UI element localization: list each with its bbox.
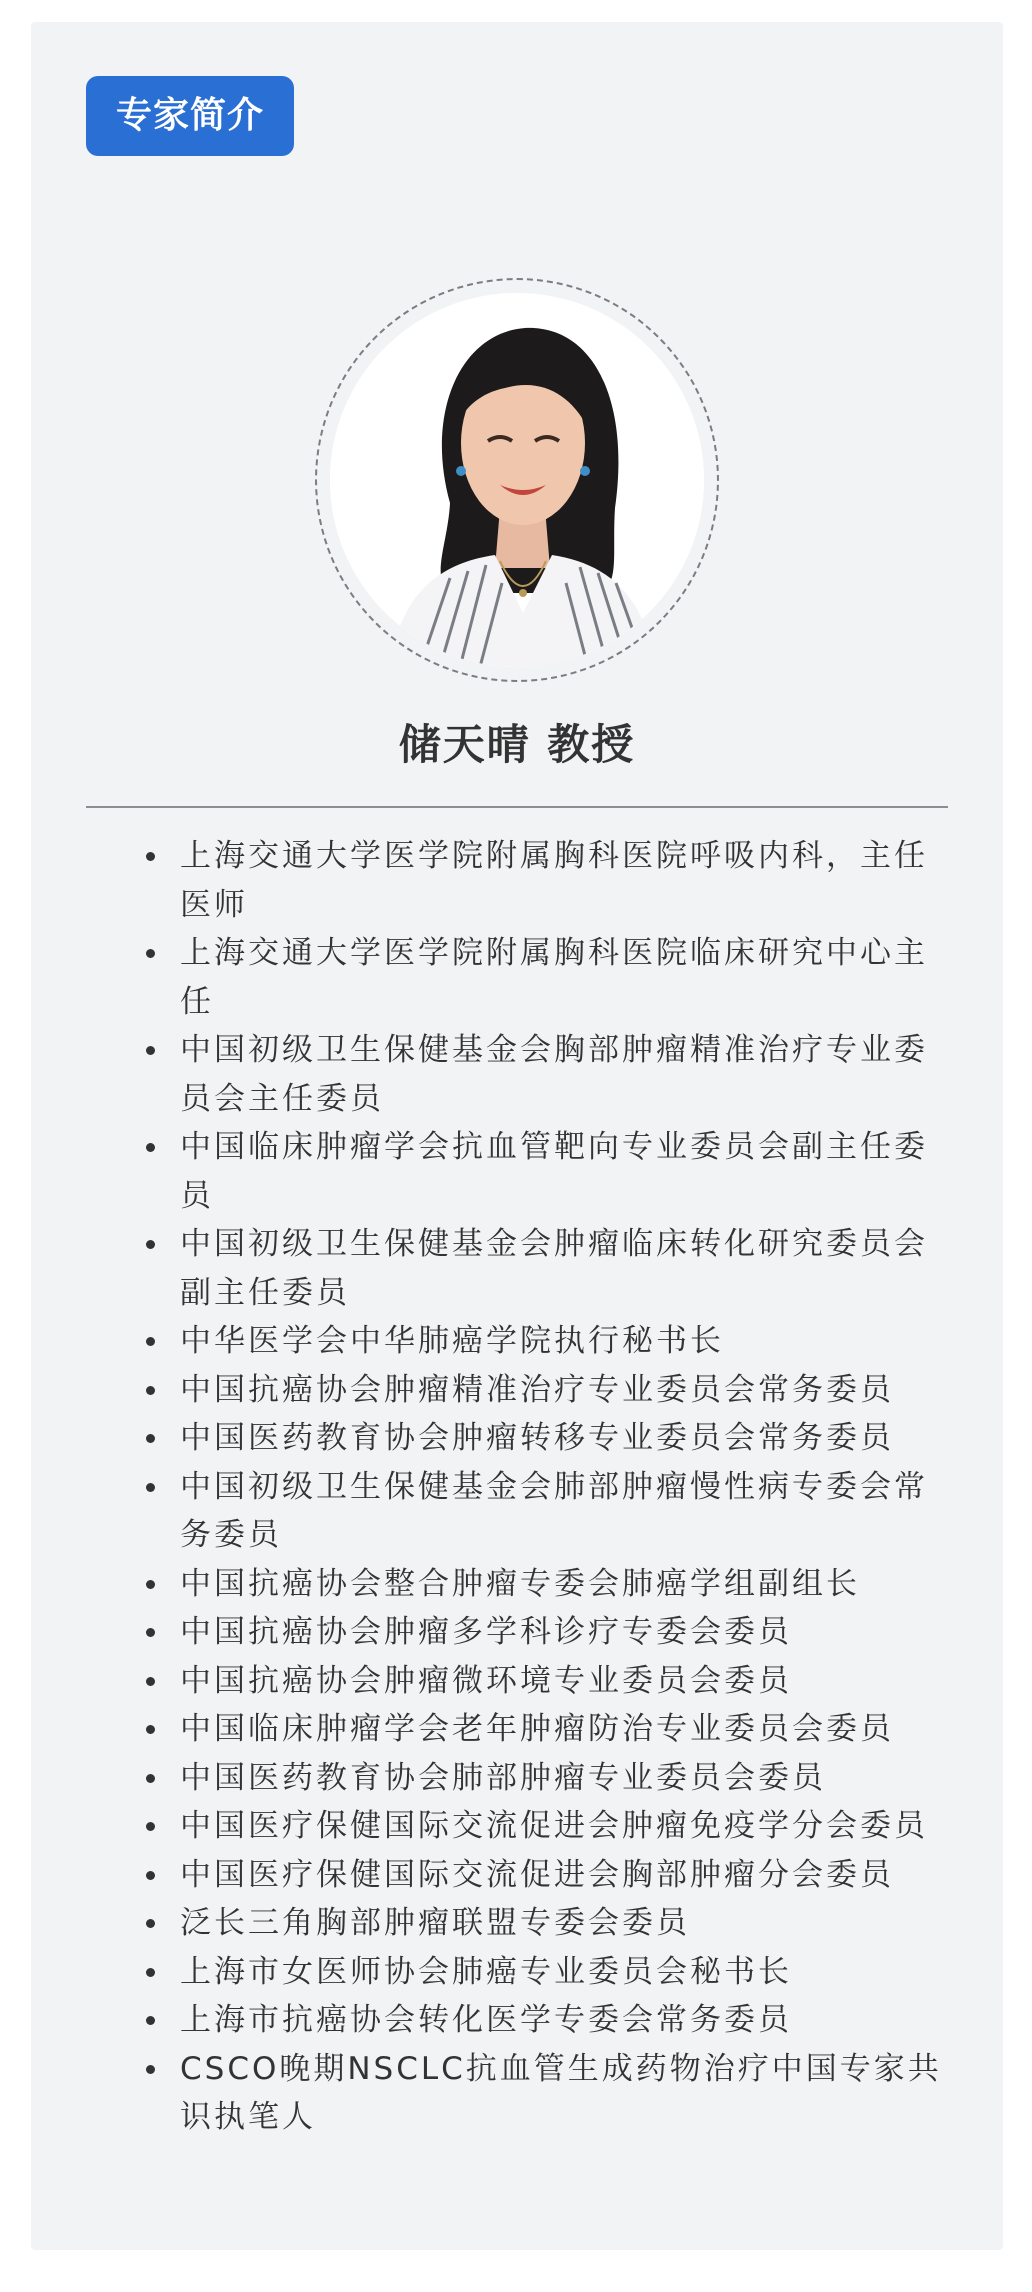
expert-profile-card bbox=[31, 22, 1003, 2250]
portrait-illustration bbox=[330, 293, 704, 667]
credential-list bbox=[140, 832, 960, 2142]
credential-item: 中国抗癌协会整合肿瘤专委会肺癌学组副组长 bbox=[140, 1560, 960, 1609]
section-badge: 专家简介 bbox=[86, 76, 294, 156]
portrait-frame bbox=[315, 278, 719, 682]
expert-name: 储天晴 教授 bbox=[398, 720, 636, 769]
credential-item: 上海市抗癌协会转化医学专委会常务委员 bbox=[140, 1996, 960, 2045]
credential-item: 中国医药教育协会肺部肿瘤专业委员会委员 bbox=[140, 1754, 960, 1803]
portrait-photo bbox=[330, 293, 704, 667]
credential-item: 中国初级卫生保健基金会肺部肿瘤慢性病专委会常务委员 bbox=[140, 1463, 960, 1560]
section-divider bbox=[86, 806, 948, 808]
credential-item: 上海交通大学医学院附属胸科医院呼吸内科，主任医师 bbox=[140, 832, 960, 929]
credential-item: 中国抗癌协会肿瘤多学科诊疗专委会委员 bbox=[140, 1608, 960, 1657]
credential-item: 中国临床肿瘤学会老年肿瘤防治专业委员会委员 bbox=[140, 1705, 960, 1754]
credential-item: 中国医疗保健国际交流促进会肿瘤免疫学分会委员 bbox=[140, 1802, 960, 1851]
credential-item: 泛长三角胸部肿瘤联盟专委会委员 bbox=[140, 1899, 960, 1948]
credential-item: 中国医药教育协会肿瘤转移专业委员会常务委员 bbox=[140, 1414, 960, 1463]
credential-item: 中国初级卫生保健基金会胸部肿瘤精准治疗专业委员会主任委员 bbox=[140, 1026, 960, 1123]
credential-item: CSCO晚期NSCLC抗血管生成药物治疗中国专家共识执笔人 bbox=[140, 2045, 960, 2142]
credential-item: 上海交通大学医学院附属胸科医院临床研究中心主任 bbox=[140, 929, 960, 1026]
credential-item: 中华医学会中华肺癌学院执行秘书长 bbox=[140, 1317, 960, 1366]
credential-item: 中国初级卫生保健基金会肿瘤临床转化研究委员会副主任委员 bbox=[140, 1220, 960, 1317]
credential-item: 中国临床肿瘤学会抗血管靶向专业委员会副主任委员 bbox=[140, 1123, 960, 1220]
credential-item: 上海市女医师协会肺癌专业委员会秘书长 bbox=[140, 1948, 960, 1997]
credential-item: 中国医疗保健国际交流促进会胸部肿瘤分会委员 bbox=[140, 1851, 960, 1900]
credential-item: 中国抗癌协会肿瘤微环境专业委员会委员 bbox=[140, 1657, 960, 1706]
credential-item: 中国抗癌协会肿瘤精准治疗专业委员会常务委员 bbox=[140, 1366, 960, 1415]
